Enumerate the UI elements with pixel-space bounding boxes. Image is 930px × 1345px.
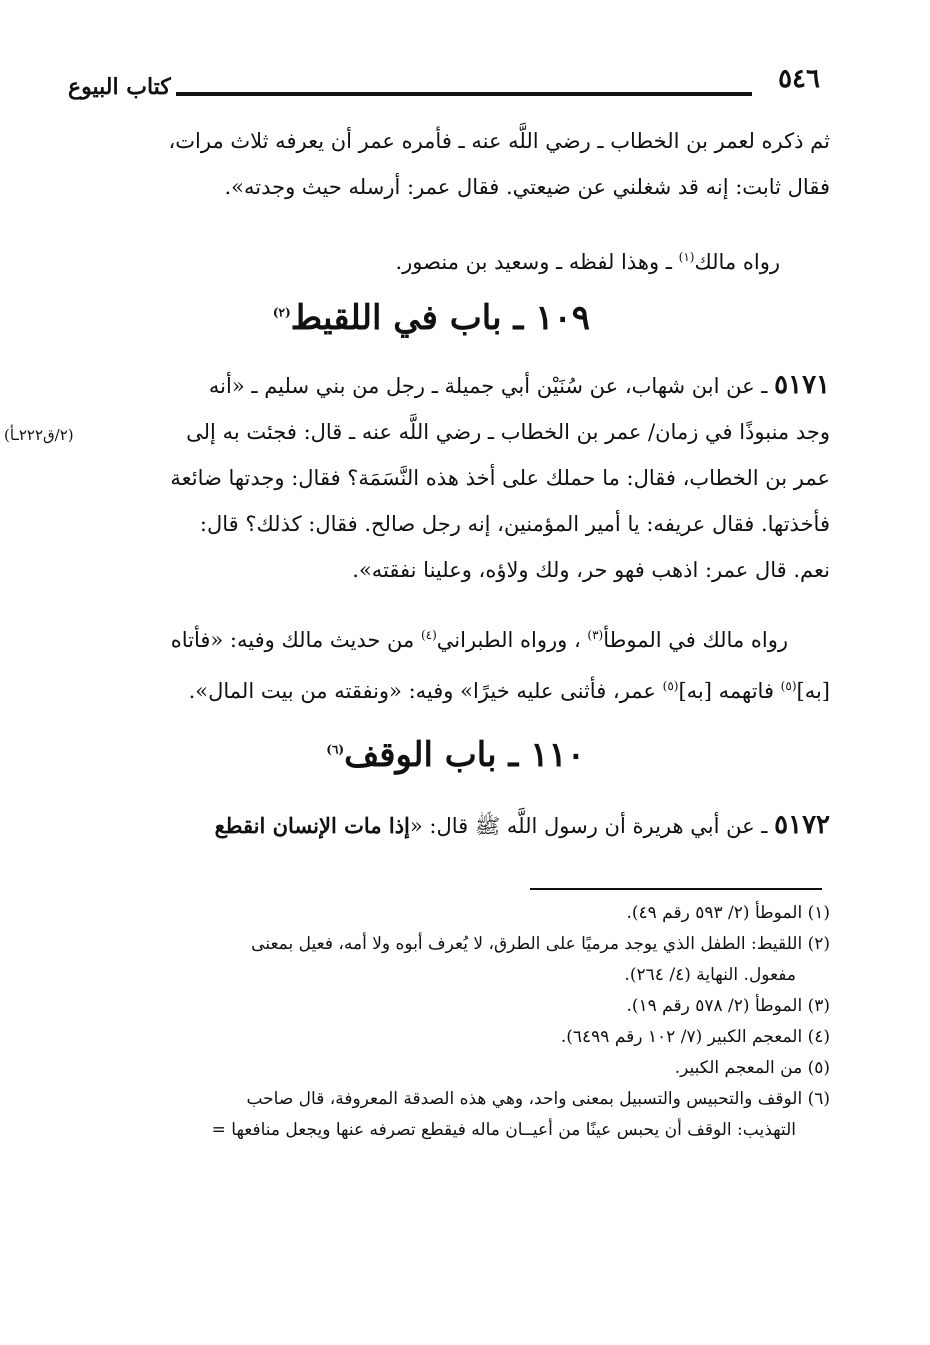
- footnote: (١) الموطأ (٢/ ٥٩٣ رقم ٤٩).: [626, 903, 830, 923]
- riwaya-text: رواه مالك في الموطأ: [603, 628, 788, 652]
- hadith-5171: [90, 362, 830, 593]
- footnote: (٣) الموطأ (٢/ ٥٧٨ رقم ١٩).: [626, 996, 830, 1016]
- paragraph-line: ثم ذكره لعمر بن الخطاب ـ رضي اللَّه عنه ـ فأمره عمر أن يعرفه ثلاث مرات،: [168, 129, 830, 153]
- hadith-text: ـ عن أبي هريرة أن رسول اللَّه ﷺ قال: «: [409, 814, 775, 838]
- running-header: [68, 64, 820, 104]
- footnote: (٢) اللقيط: الطفل الذي يوجد مرميًا على الطرق، لا يُعرف أبوه ولا أمه، فعيل بمعنى: [251, 934, 830, 954]
- riwaya-text: ، ورواه الطبراني: [436, 628, 588, 652]
- riwaya-line: [90, 234, 780, 285]
- hadith-text: ـ عن ابن شهاب، عن سُنَيْن أبي جميلة ـ رجل من بني سليم ـ «أنه: [208, 374, 775, 398]
- riwaya-text: ـ وهذا لفظه ـ وسعيد بن منصور.: [395, 250, 679, 274]
- footnote-ref: (١): [678, 250, 695, 264]
- hadith-5172: [90, 802, 830, 849]
- paragraph-line: فقال ثابت: إنه قد شغلني عن ضيعتي. فقال عمر: أرسله حيث وجدته».: [224, 175, 830, 199]
- footnote-ref: (٥): [780, 679, 797, 693]
- footnote: (٥) من المعجم الكبير.: [674, 1058, 830, 1078]
- footnote-separator: [530, 888, 822, 890]
- manuscript-margin-ref: (٢/ق٢٢٢ـأ): [4, 426, 74, 444]
- hadith-line: عمر بن الخطاب، فقال: ما حملك على أخذ هذه النَّسَمَة؟ فقال: وجدتها ضائعة: [170, 466, 830, 490]
- footnote-continuation: التهذيب: الوقف أن يحبس عينًا من أعيــان ماله فيقطع تصرفه عنها ويجعل منافعها =: [211, 1120, 796, 1140]
- hadith-quote: إذا مات الإنسان انقطع: [214, 813, 410, 838]
- footnote-ref: (٣): [587, 628, 604, 642]
- hadith-line: نعم. قال عمر: اذهب فهو حر، ولك ولاؤه، وعلينا نفقته».: [352, 558, 830, 582]
- footnote-continuation: مفعول. النهاية (٤/ ٢٦٤).: [624, 965, 796, 985]
- hadith-line: وجد منبوذًا في زمان/ عمر بن الخطاب ـ رضي اللَّه عنه ـ قال: فجئت به إلى: [186, 420, 830, 444]
- page-number: ٥٤٦: [778, 64, 820, 94]
- header-rule: [176, 92, 752, 96]
- riwaya-text: رواه مالك: [694, 250, 780, 274]
- chapter-heading-109: [273, 298, 590, 338]
- riwaya-text: عمر، فأثنى عليه خيرًا» وفيه: «ونفقته من بيت المال».: [188, 679, 663, 703]
- footnote-ref: (٥): [662, 679, 679, 693]
- chapter-title: ١١٠ ـ باب الوقف: [344, 735, 585, 775]
- top-paragraph: [90, 118, 830, 210]
- footnote: (٤) المعجم الكبير (٧/ ١٠٢ رقم ٦٤٩٩).: [560, 1027, 830, 1047]
- riwaya-text: فاتهمه [به]: [678, 679, 781, 703]
- riwaya-text: من حديث مالك وفيه: «فأتاه: [170, 628, 421, 652]
- chapter-heading-110: [326, 735, 585, 775]
- riwaya-text: [به]: [796, 679, 830, 703]
- chapter-title: ١٠٩ ـ باب في اللقيط: [290, 298, 590, 338]
- hadith-number: ٥١٧١: [774, 370, 830, 400]
- hadith-number: ٥١٧٢: [774, 810, 830, 840]
- footnote: (٦) الوقف والتحبيس والتسبيل بمعنى واحد، وهي هذه الصدقة المعروفة، قال صاحب: [246, 1089, 830, 1109]
- footnote-ref: (٦): [326, 742, 345, 757]
- hadith-5171-riwaya: [90, 612, 830, 714]
- footnote-ref: (٤): [420, 628, 437, 642]
- footnotes: [90, 898, 830, 1146]
- hadith-line: فأخذتها. فقال عريفه: يا أمير المؤمنين، إنه رجل صالح. فقال: كذلك؟ قال:: [199, 512, 830, 536]
- book-title: كتاب البيوع: [68, 74, 171, 100]
- footnote-ref: (٢): [272, 305, 291, 320]
